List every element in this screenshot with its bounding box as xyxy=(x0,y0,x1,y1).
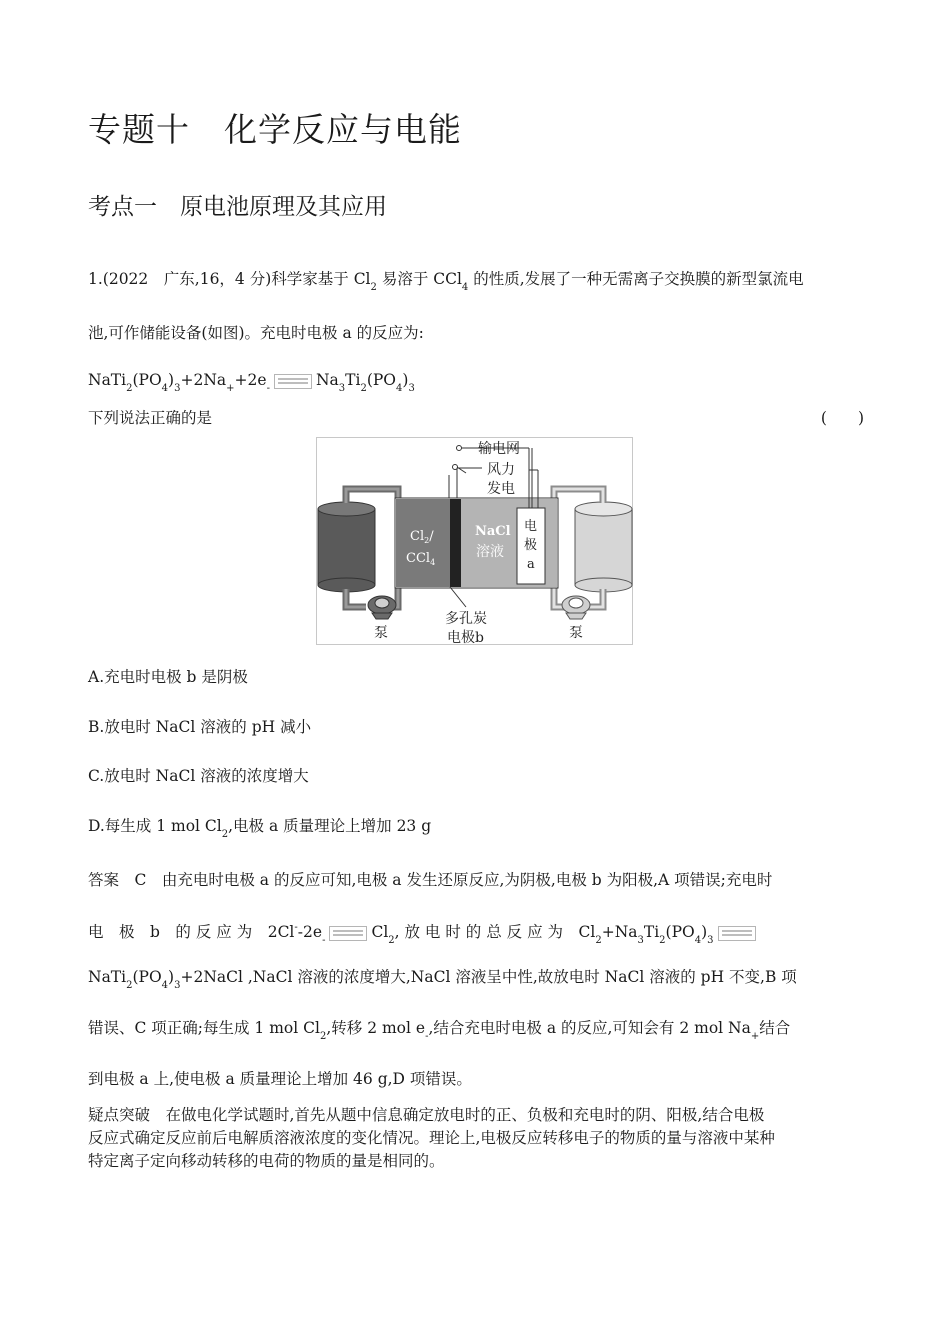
porous-carbon-electrode-b xyxy=(450,499,461,587)
right-pump-label: 泵 xyxy=(569,625,583,641)
electrode-a-label-3: a xyxy=(527,557,535,572)
question-prompt-row xyxy=(88,407,864,429)
wind-terminal xyxy=(453,465,458,470)
answer-line-4: 错误、C 项正确;每生成 1 mol $Cl_2$,转移 2 mol $e_-$,结合充电时电极 a 的反应,可知会有 2 mol $Na_+$结合 xyxy=(88,1019,791,1042)
solution-label: 溶液 xyxy=(476,544,504,560)
wind-label-2: 发电 xyxy=(487,481,515,497)
wind-label-1: 风力 xyxy=(487,462,515,478)
reaction-arrow xyxy=(329,926,367,941)
insight-block xyxy=(88,1104,775,1173)
electrode-a-label-2: 极 xyxy=(524,538,538,553)
porous-electrode-label-2: 电极b xyxy=(447,630,484,645)
ccl4-label: CCl$_4$ xyxy=(406,551,436,567)
answer-line-3: $NaTi_2(PO_4)_3+2NaCl$ ,NaCl 溶液的浓度增大,NaCl 溶液呈中性,故放电时 NaCl 溶液的 pH 不变,B 项 xyxy=(88,968,797,991)
left-storage-tank xyxy=(318,502,375,592)
section-heading: 考点一 原电池原理及其应用 xyxy=(88,194,387,220)
charge-equation: $NaTi_2(PO_4)_3+2Na_++2e_-$ $Na_3Ti_2(PO_4)_3$ xyxy=(88,371,415,394)
answer-line-1: 答案 C 由充电时电极 a 的反应可知,电极 a 发生还原反应,为阴极,电极 b 为阳极,A 项错误;充电时 xyxy=(88,871,773,889)
insight-line-1: 疑点突破 在做电化学试题时,首先从题中信息确定放电时的正、负极和充电时的阴、阳极,结合电极 xyxy=(88,1106,765,1124)
left-pump-label: 泵 xyxy=(374,625,388,641)
insight-line-2: 反应式确定反应前后电解质溶液浓度的变化情况。理论上,电极反应转移电子的物质的量与溶液中某种 xyxy=(88,1129,775,1147)
flow-battery-diagram xyxy=(316,437,633,645)
question-prompt: 下列说法正确的是 xyxy=(88,409,213,427)
answer-line-2: 电 极 b 的 反 应 为 $2Cl^--2e_-$ $Cl_2$, 放 电 时 的 总 反 应 为 $Cl_2+Na_3Ti_2(PO_4)_3$ xyxy=(88,917,760,952)
electrode-a-label-1: 电 xyxy=(524,519,538,534)
reaction-arrow xyxy=(274,374,312,389)
answer-line-5: 到电极 a 上,使电极 a 质量理论上增加 46 g,D 项错误。 xyxy=(88,1070,472,1088)
option-d: D.每生成 1 mol $Cl_2$,电极 a 质量理论上增加 23 g xyxy=(88,817,432,840)
right-storage-tank xyxy=(575,502,632,592)
grid-label: 输电网 xyxy=(478,441,520,457)
grid-terminal xyxy=(457,446,462,451)
page-title: 专题十 化学反应与电能 xyxy=(88,110,462,149)
option-b: B.放电时 NaCl 溶液的 pH 减小 xyxy=(88,718,312,736)
nacl-label: NaCl xyxy=(475,524,511,539)
question-line-2: 池,可作储能设备(如图)。充电时电极 a 的反应为: xyxy=(88,324,424,342)
answer-bracket: ( ) xyxy=(820,409,864,427)
insight-line-3: 特定离子定向移动转移的电荷的物质的量是相同的。 xyxy=(88,1152,445,1170)
cl2-label: $Cl_2/$ xyxy=(410,529,434,545)
option-c: C.放电时 NaCl 溶液的浓度增大 xyxy=(88,767,309,785)
option-a: A.充电时电极 b 是阴极 xyxy=(88,668,248,686)
question-line-1: 1.(2022 广东,16，4 分)科学家基于 $Cl_2$ 易溶于 CCl$_4$ 的性质,发展了一种无需离子交换膜的新型氯流电 xyxy=(88,270,804,293)
porous-electrode-label-1: 多孔炭 xyxy=(445,611,487,627)
reaction-arrow xyxy=(718,926,756,941)
